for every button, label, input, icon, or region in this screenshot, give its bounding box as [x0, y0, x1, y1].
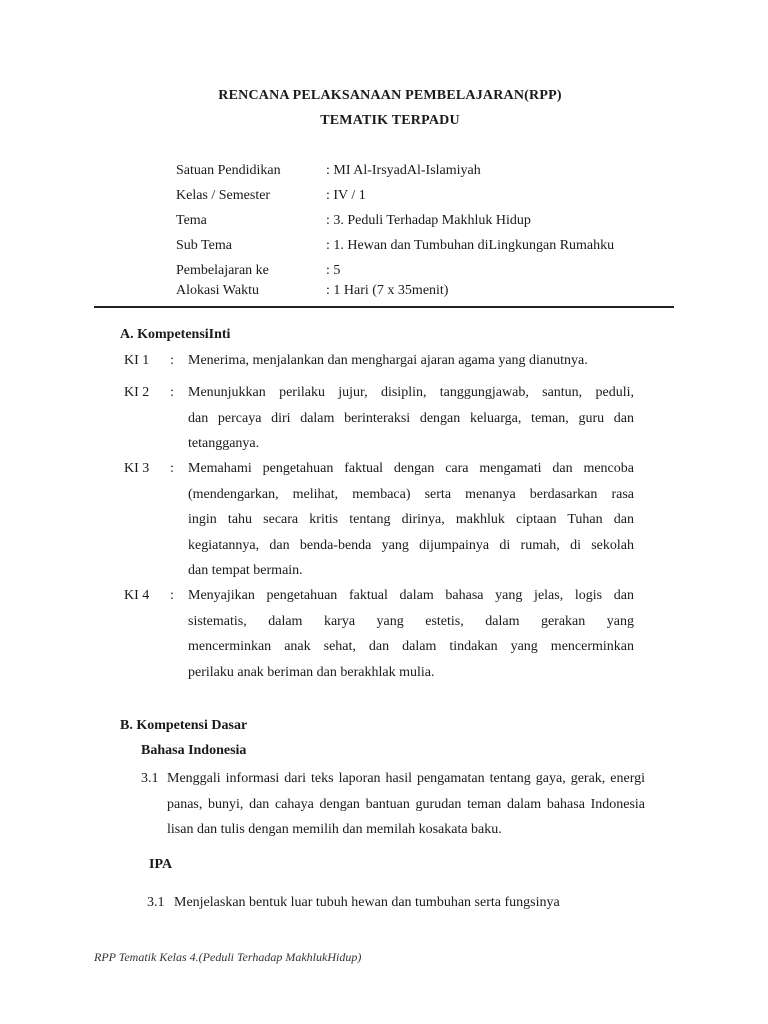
- identity-label: Sub Tema: [176, 238, 232, 253]
- ki-line: (mendengarkan, melihat, membaca) serta menanya berdasarkan rasa: [188, 486, 634, 502]
- document-title: RENCANA PELAKSANAAN PEMBELAJARAN(RPP): [218, 88, 562, 103]
- ki-line: Menerima, menjalankan dan menghargai ajaran agama yang dianutnya.: [188, 353, 588, 368]
- kd-line: lisan dan tulis dengan memilih dan memilah kosakata baku.: [167, 822, 502, 837]
- section-a-heading: A. KompetensiInti: [120, 327, 231, 342]
- kd-text: Menjelaskan bentuk luar tubuh hewan dan tumbuhan serta fungsinya: [174, 895, 560, 910]
- ki-line: Menyajikan pengetahuan faktual dalam bahasa yang jelas, logis dan: [188, 588, 634, 603]
- ipa-heading: IPA: [149, 857, 173, 872]
- ki-colon: :: [170, 588, 174, 603]
- identity-value: : 5: [326, 263, 341, 278]
- kd-number: 3.1: [147, 895, 165, 910]
- ki-code: KI 3: [124, 461, 150, 476]
- identity-label: Pembelajaran ke: [176, 263, 269, 278]
- ki-text: [188, 380, 634, 457]
- ki-code: KI 4: [124, 588, 150, 603]
- ki-code: KI 2: [124, 385, 150, 400]
- identity-label: Alokasi Waktu: [176, 283, 259, 298]
- ki-line: tetangganya.: [188, 436, 260, 451]
- ki-line: dan percaya diri dalam berinteraksi dengan keluarga, teman, guru dan: [188, 410, 634, 426]
- ki-line: dan tempat bermain.: [188, 563, 303, 578]
- kd-line: panas, bunyi, dan cahaya dengan bantuan gurudan teman dalam bahasa Indonesia: [167, 796, 645, 812]
- ki-text: [188, 348, 634, 374]
- divider-line: [94, 306, 674, 308]
- bahasa-heading: Bahasa Indonesia: [141, 743, 247, 758]
- identity-value: : MI Al-IrsyadAl-Islamiyah: [326, 163, 481, 178]
- ki-line: ingin tahu secara kritis tentang dirinya, makhluk ciptaan Tuhan dan: [188, 512, 634, 527]
- ki-text: [188, 456, 634, 584]
- identity-label: Kelas / Semester: [176, 188, 271, 203]
- identity-value: : 1. Hewan dan Tumbuhan diLingkungan Rumahku: [326, 238, 615, 253]
- kd-text: [167, 766, 645, 843]
- ki-line: sistematis, dalam karya yang estetis, dalam gerakan yang: [188, 613, 634, 629]
- ki-line: kegiatannya, dan benda-benda yang dijumpainya di rumah, di sekolah: [188, 537, 634, 553]
- ki-colon: :: [170, 461, 174, 476]
- identity-label: Satuan Pendidikan: [176, 163, 281, 178]
- kd-number: 3.1: [141, 771, 159, 786]
- ki-colon: :: [170, 353, 174, 368]
- ki-colon: :: [170, 385, 174, 400]
- identity-label: Tema: [176, 213, 207, 228]
- identity-value: : 1 Hari (7 x 35menit): [326, 283, 449, 298]
- ki-line: mencerminkan anak sehat, dan dalam tindakan yang mencerminkan: [188, 639, 634, 654]
- ki-line: Menunjukkan perilaku jujur, disiplin, tanggungjawab, santun, peduli,: [188, 385, 634, 400]
- ki-text: [188, 583, 634, 685]
- document-subtitle: TEMATIK TERPADU: [320, 113, 460, 128]
- section-b-heading: B. Kompetensi Dasar: [120, 718, 248, 733]
- ki-code: KI 1: [124, 353, 150, 368]
- ki-line: perilaku anak beriman dan berakhlak mulia.: [188, 664, 435, 680]
- kd-line: Menggali informasi dari teks laporan hasil pengamatan tentang gaya, gerak, energi: [167, 771, 645, 786]
- identity-value: : IV / 1: [326, 188, 366, 203]
- page-footer: RPP Tematik Kelas 4.(Peduli Terhadap MakhlukHidup): [94, 950, 362, 964]
- ki-line: Memahami pengetahuan faktual dengan cara mengamati dan mencoba: [188, 461, 634, 476]
- identity-value: : 3. Peduli Terhadap Makhluk Hidup: [326, 213, 531, 228]
